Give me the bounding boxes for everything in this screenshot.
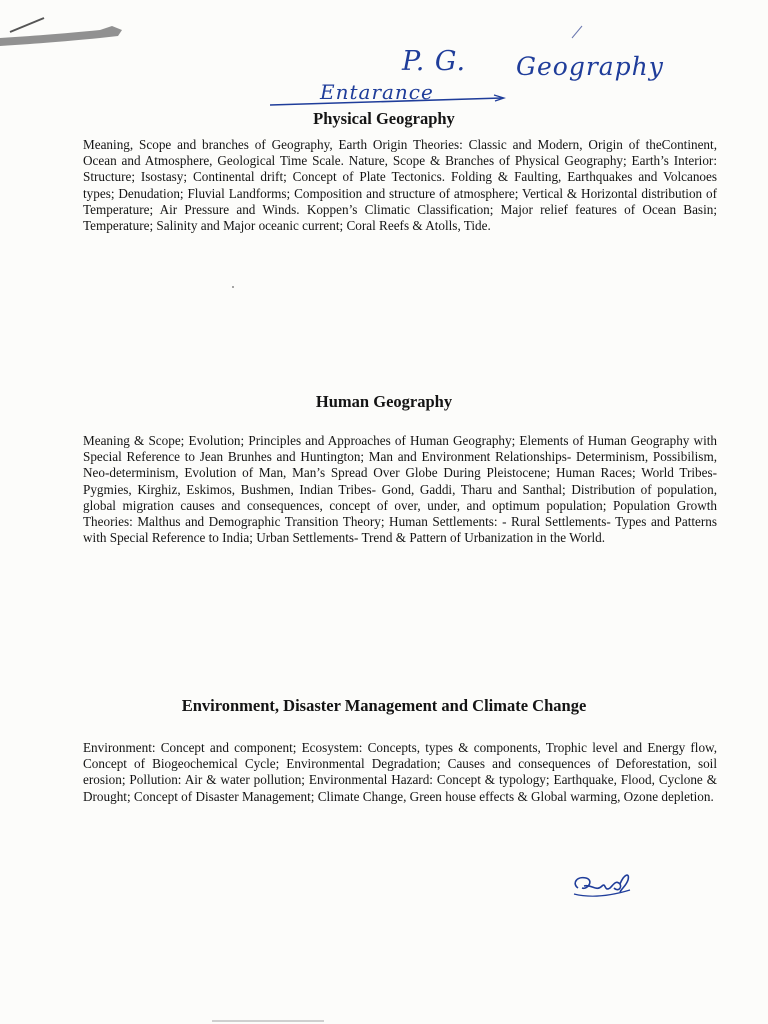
handwritten-pg: P. G. [402, 46, 467, 77]
handwritten-geography: Geography [516, 52, 664, 81]
scan-edge-mark [212, 1020, 324, 1022]
scan-speck [232, 286, 234, 288]
handwritten-entrance: Entarance [320, 80, 434, 104]
section-title-environment: Environment, Disaster Management and Climate Change [181, 696, 587, 715]
section-title-human-geography: Human Geography [315, 392, 453, 411]
handwritten-underline [270, 92, 506, 108]
section-body-environment: Environment: Concept and component; Ecosystem: Concepts, types & components, Trophic level and Energy flow, Concept of Biogeochemical Cycle; Environmental Degradation; Causes and consequences of Deforestation, soil erosion; Pollution: Air & water pollution; Environmental Hazard: Concept & typology; Earthquake, Flood, Cyclone & Drought; Concept of Disaster Management; Climate Change, Green house effects & Global warming, Ozone depletion. [83, 740, 717, 804]
section-body-human-geography: Meaning & Scope; Evolution; Principles and Approaches of Human Geography; Elements of Human Geography with Special Reference to Jean Brunhes and Huntington; Man and Environment Relationships- Determinism, Possibilism, Neo-determinism, Evolution of Man, Man’s Spread Over Globe During Pleistocene; Human Races; World Tribes- Pygmies, Kirghiz, Eskimos, Bushmen, Indian Tribes- Gond, Gaddi, Tharu and Santhal; Distribution of population, global migration causes and consequences, concept of over, under, and optimum population; Population Growth Theories: Malthus and Demographic Transition Theory; Human Settlements: - Rural Settlements- Types and Patterns with Special Reference to India; Urban Settlements- Trend & Pattern of Urbanization in the World. [83, 433, 717, 546]
section-title-physical-geography: Physical Geography [313, 109, 455, 128]
scan-smudge [0, 14, 128, 50]
pen-tick-mark [570, 24, 584, 40]
section-body-physical-geography: Meaning, Scope and branches of Geography, Earth Origin Theories: Classic and Modern, Origin of theContinent, Ocean and Atmosphere, Geological Time Scale. Nature, Scope & Branches of Physical Geography; Earth’s Interior: Structure; Isostasy; Continental drift; Concept of Plate Tectonics. Folding & Faulting, Earthquakes and Volcanoes types; Denudation; Fluvial Landforms; Composition and structure of atmosphere; Vertical & Horizontal distribution of Temperature; Air Pressure and Winds. Koppen’s Climatic Classification; Major relief features of Ocean Basin; Temperature; Salinity and Major oceanic current; Coral Reefs & Atolls, Tide. [83, 137, 717, 234]
signature [570, 866, 636, 902]
